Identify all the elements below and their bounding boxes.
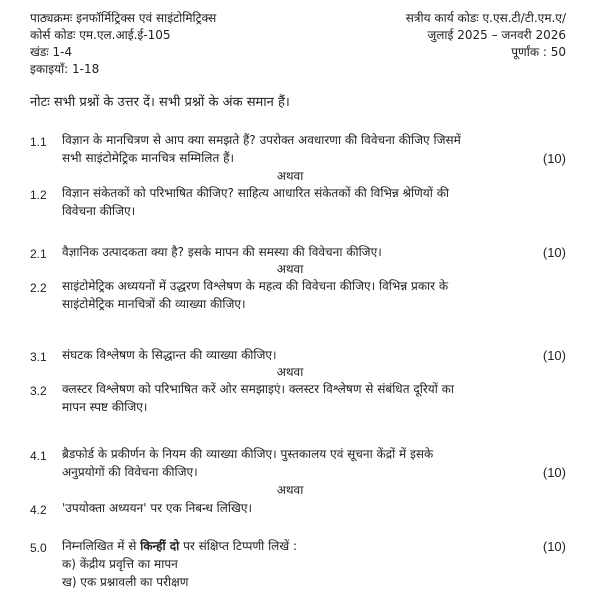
question-text: वैज्ञानिक उत्पादकता क्या है? इसके मापन की समस्या की विवेचना कीजिए।: [62, 245, 382, 259]
question-number: 1.1: [30, 135, 47, 149]
question-text-part: पर संक्षिप्त टिप्पणी लिखें :: [179, 539, 297, 553]
units: इकाइयाँ: 1-18: [30, 62, 100, 76]
course-code: कोर्स कोडः एम.एल.आई.ई-105: [30, 28, 171, 42]
question-text: सभी साइंटोमेट्रिक मानचित्र सम्मिलित हैं।: [62, 151, 235, 165]
question-text: संघटक विश्लेषण के सिद्धान्त की व्याख्या कीजिए।: [62, 348, 277, 362]
question-text-part: निम्नलिखित में से: [62, 539, 141, 553]
blocks: खंडः 1-4: [30, 45, 73, 59]
assignment-code: सत्रीय कार्य कोडः ए.एस.टी/टी.एम.ए/: [405, 11, 566, 25]
course-title: पाठ्यक्रमः इनफॉर्मिट्रिक्स एवं साइंटोमिट्रिक्स: [30, 11, 217, 25]
question-text: [62, 538, 297, 555]
question-number: 2.2: [30, 281, 47, 295]
or-divider: अथवा: [276, 262, 304, 276]
option-item: क) केंद्रीय प्रवृत्ति का मापन: [62, 557, 178, 571]
marks: (10): [542, 151, 566, 166]
marks: (10): [542, 348, 566, 363]
note: नोटः सभी प्रश्नों के उत्तर दें। सभी प्रश्नों के अंक समान हैं।: [30, 95, 290, 110]
question-number: 4.1: [30, 449, 47, 463]
question-text: क्लस्टर विश्लेषण को परिभाषित करें ओर समझाइएं। क्लस्टर विश्लेषण से संबंधित दूरियों का: [62, 382, 454, 396]
question-number: 5.0: [30, 541, 47, 555]
question-text: साइंटोमेट्रिक अध्ययनों में उद्धरण विश्लेषण के महत्व की विवेचना कीजिए। विभिन्न प्रकार के: [62, 279, 449, 293]
question-text: मापन स्पष्ट कीजिए।: [62, 400, 148, 414]
question-text: ब्रैडफोर्ड के प्रकीर्णन के नियम की व्याख्या कीजिए। पुस्तकालय एवं सूचना केंद्रों में इसके: [62, 447, 434, 461]
question-text: विज्ञान के मानचित्रण से आप क्या समझते हैं? उपरोक्त अवधारणा की विवेचना कीजिए जिसमें: [62, 133, 461, 147]
session: जुलाई 2025 – जनवरी 2026: [427, 28, 566, 42]
question-number: 3.1: [30, 350, 47, 364]
question-emphasis: किन्हीं दो: [140, 539, 180, 553]
option-item: ख) एक प्रश्नावली का परीक्षण: [62, 575, 189, 589]
or-divider: अथवा: [276, 365, 304, 379]
or-divider: अथवा: [276, 483, 304, 497]
marks: (10): [542, 539, 566, 554]
marks: (10): [542, 465, 566, 480]
max-marks: पूर्णांक : 50: [511, 45, 566, 59]
question-number: 3.2: [30, 384, 47, 398]
question-text: अनुप्रयोगों की विवेचना कीजिए।: [62, 465, 198, 479]
or-divider: अथवा: [276, 169, 304, 183]
question-text: विवेचना कीजिए।: [62, 204, 136, 218]
marks: (10): [542, 245, 566, 260]
question-text: 'उपयोक्ता अध्ययन' पर एक निबन्ध लिखिए।: [62, 501, 253, 515]
question-text: साइंटोमेट्रिक मानचित्रों की व्याख्या कीजिए।: [62, 297, 246, 311]
question-number: 4.2: [30, 503, 47, 517]
question-number: 2.1: [30, 247, 47, 261]
question-text: विज्ञान संकेतकों को परिभाषित कीजिए? साहित्य आधारित संकेतकों की विभिन्न श्रेणियों की: [62, 186, 450, 200]
question-number: 1.2: [30, 188, 47, 202]
